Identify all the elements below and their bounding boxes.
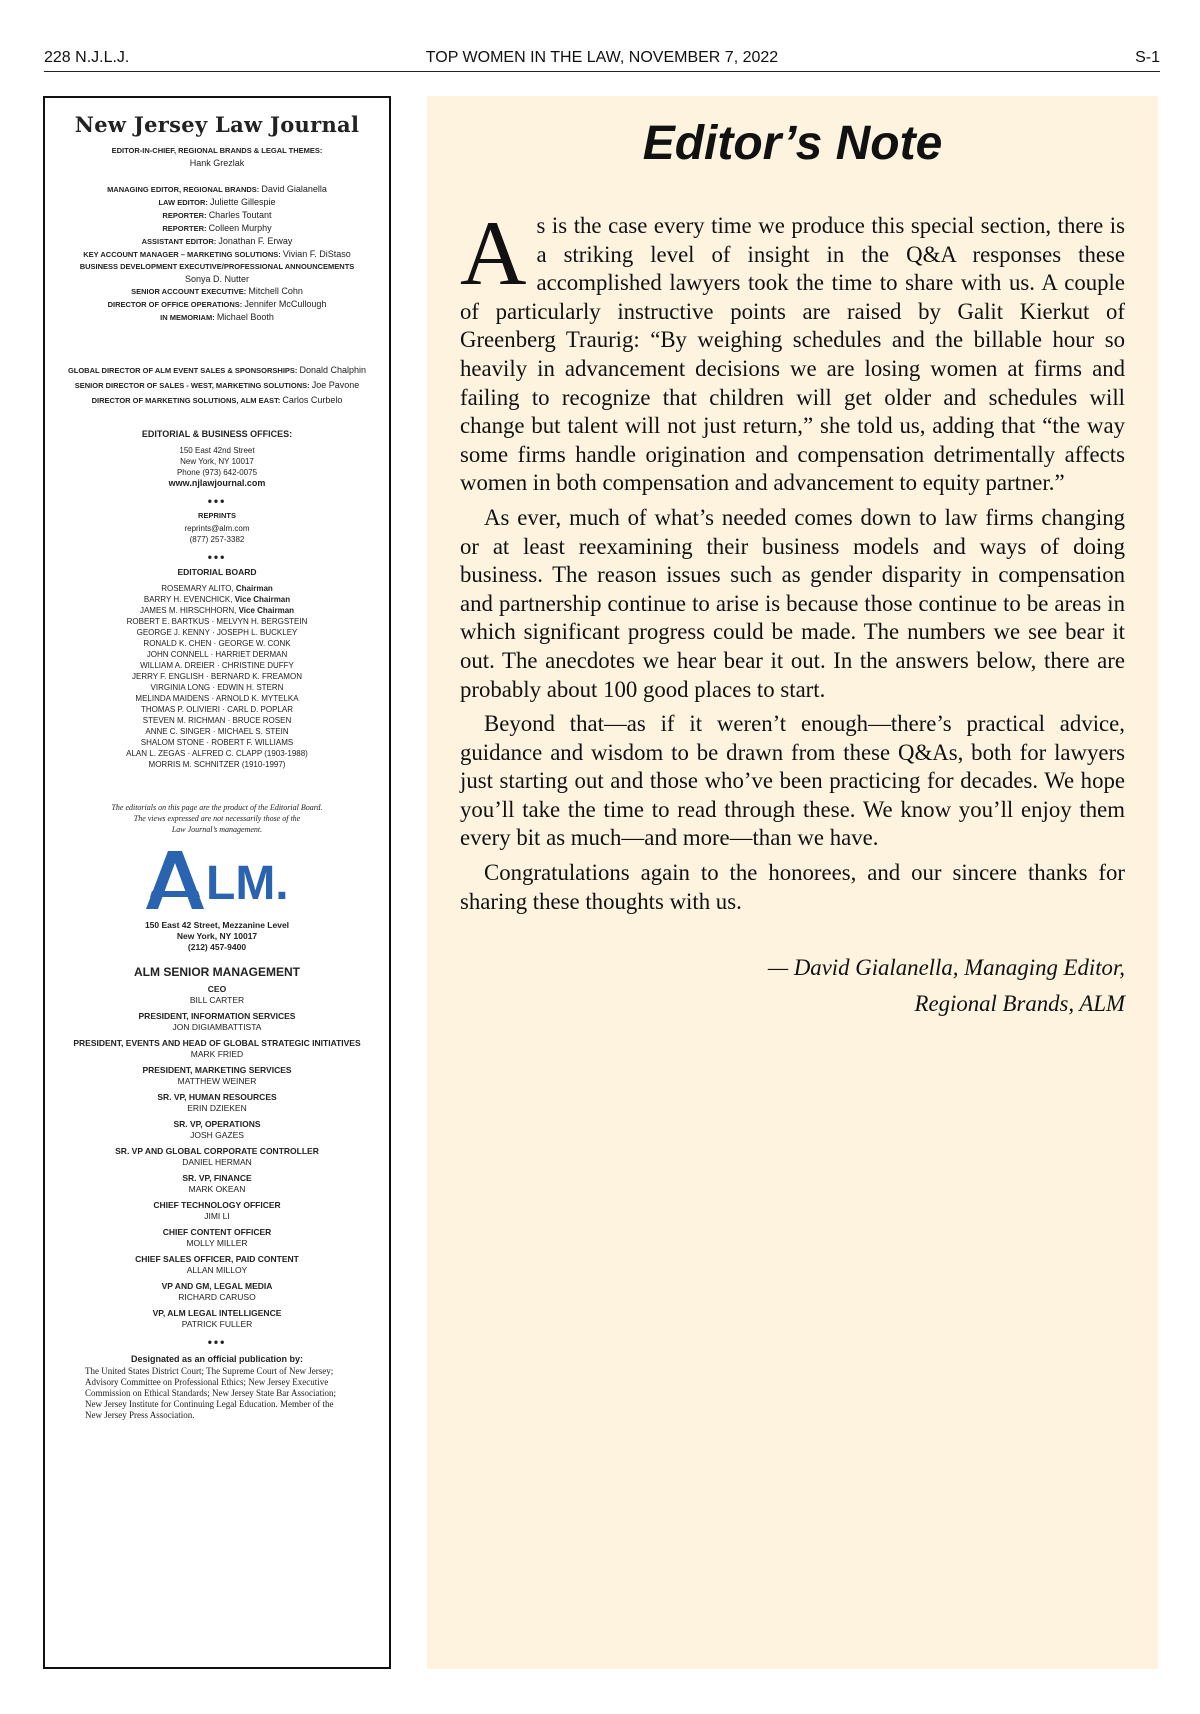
editorial-note-line: The editorials on this page are the product of the Editorial Board. [111, 803, 323, 812]
management-name: MOLLY MILLER [186, 1238, 248, 1248]
management-name: PATRICK FULLER [181, 1319, 253, 1329]
management-name: ERIN DZIEKEN [187, 1103, 247, 1113]
staff-entry [45, 222, 389, 235]
management-role: CHIEF SALES OFFICER, PAID CONTENT [135, 1254, 299, 1264]
staff-role: MANAGING EDITOR, REGIONAL BRANDS: [107, 185, 262, 194]
office-line: Phone (973) 642-0075 [176, 468, 258, 477]
editors-note-panel [427, 96, 1158, 1669]
management-entry [45, 1227, 389, 1249]
staff-entry [45, 209, 389, 222]
staff-entry [45, 145, 389, 169]
staff-name: Colleen Murphy [208, 223, 272, 233]
board-heading: EDITORIAL BOARD [177, 567, 257, 577]
board-member-line: SHALOM STONE · ROBERT F. WILLIAMS [140, 738, 294, 747]
board-member-line: RONALD K. CHEN · GEORGE W. CONK [143, 639, 291, 648]
website-link[interactable]: www.njlawjournal.com [168, 478, 266, 488]
signature [460, 950, 1125, 1022]
management-entry [45, 1254, 389, 1276]
management-name: MARK OKEAN [188, 1184, 246, 1194]
editorial-note-line: The views expressed are not necessarily those of the [133, 814, 301, 823]
reprints-heading: REPRINTS [198, 511, 236, 520]
board-member-line: WILLIAM A. DREIER · CHRISTINE DUFFY [140, 661, 294, 670]
staff-role: BUSINESS DEVELOPMENT EXECUTIVE/PROFESSIONAL ANNOUNCEMENTS [79, 262, 355, 271]
management-role: SR. VP AND GLOBAL CORPORATE CONTROLLER [115, 1146, 319, 1156]
sales-entry [45, 364, 389, 377]
reprints-info [45, 523, 389, 545]
management-name: DANIEL HERMAN [182, 1157, 252, 1167]
office-line: 150 East 42nd Street [179, 446, 255, 455]
offices-address [45, 445, 389, 478]
sales-name: Donald Chalphin [299, 365, 367, 375]
sales-name: Carlos Curbelo [282, 395, 343, 405]
sales-name: Joe Pavone [311, 380, 360, 390]
drop-cap: A [460, 202, 527, 304]
masthead [43, 96, 391, 1669]
staff-entry [45, 183, 389, 196]
board-member-line: ANNE C. SINGER · MICHAEL S. STEIN [145, 727, 289, 736]
sales-role: DIRECTOR OF MARKETING SOLUTIONS, ALM EAST: [91, 396, 283, 405]
staff-name: Sonya D. Nutter [184, 274, 250, 284]
staff-role: REPORTER: [162, 224, 209, 233]
staff-name: Jennifer McCullough [244, 299, 327, 309]
board-officer-name: ROSEMARY ALITO, [161, 584, 236, 593]
management-name: MATTHEW WEINER [177, 1076, 257, 1086]
paragraph-4: Congratulations again to the honorees, and our sincere thanks for sharing these thoughts with us. [460, 860, 1125, 914]
management-role: PRESIDENT, EVENTS AND HEAD OF GLOBAL STRATEGIC INITIATIVES [73, 1038, 361, 1048]
sales-role: GLOBAL DIRECTOR OF ALM EVENT SALES & SPONSORSHIPS: [67, 366, 300, 375]
board-member-line: VIRGINIA LONG · EDWIN H. STERN [150, 683, 284, 692]
board-officer-title: Vice Chairman [234, 595, 291, 604]
paragraph-2: As ever, much of what’s needed comes down to law firms changing or at least reexamining their business models and ways of doing business. The reason issues such as gender disparity in compensation and partnership continue to arise is because those continue to be areas in which significant progress could be made. The numbers we see bear it out. The anecdotes we hear bear it out. In the answers below, there are probably about 100 good places to start. [460, 504, 1125, 702]
staff-role: LAW EDITOR: [158, 198, 210, 207]
office-line: New York, NY 10017 [180, 457, 254, 466]
management-role: SR. VP, FINANCE [182, 1173, 252, 1183]
management-name: ALLAN MILLOY [186, 1265, 248, 1275]
staff-name: Jonathan F. Erway [218, 236, 293, 246]
sales-role: SENIOR DIRECTOR OF SALES - WEST, MARKETING SOLUTIONS: [74, 381, 312, 390]
staff-entry [45, 261, 389, 285]
management-entry [45, 1308, 389, 1330]
divider-dots: ••• [207, 550, 227, 564]
board-officer [45, 605, 389, 616]
management-role: VP AND GM, LEGAL MEDIA [161, 1281, 273, 1291]
board-member-line: GEORGE J. KENNY · JOSEPH L. BUCKLEY [136, 628, 298, 637]
management-entry [45, 1281, 389, 1303]
board-member-line: STEVEN M. RICHMAN · BRUCE ROSEN [142, 716, 292, 725]
staff-entry [45, 248, 389, 261]
board-member-line: ROBERT E. BARTKUS · MELVYN H. BERGSTEIN [126, 617, 308, 626]
management-heading: ALM SENIOR MANAGEMENT [134, 965, 300, 979]
offices-heading: EDITORIAL & BUSINESS OFFICES: [141, 429, 293, 439]
reprint-line: (877) 257-3382 [189, 535, 245, 544]
management-role: SR. VP, HUMAN RESOURCES [157, 1092, 277, 1102]
signature-line-1: — David Gialanella, Managing Editor, [767, 955, 1125, 981]
management-list [45, 984, 389, 1330]
staff-role: SENIOR ACCOUNT EXECUTIVE: [131, 287, 249, 296]
management-entry [45, 1065, 389, 1087]
management-name: JOSH GAZES [190, 1130, 244, 1140]
editorial-note [45, 802, 389, 835]
alm-logo [142, 843, 292, 913]
management-role: VP, ALM LEGAL INTELLIGENCE [152, 1308, 282, 1318]
staff-role: ASSISTANT EDITOR: [141, 237, 219, 246]
staff-role: IN MEMORIAM: [160, 313, 217, 322]
board-member-line: THOMAS P. OLIVIERI · CARL D. POPLAR [140, 705, 294, 714]
sales-entry [45, 394, 389, 407]
section-page: S-1 [1135, 49, 1160, 66]
divider-dots: ••• [207, 494, 227, 508]
management-name: RICHARD CARUSO [178, 1292, 256, 1302]
staff-name: Michael Booth [216, 312, 274, 322]
board-officer-name: BARRY H. EVENCHICK, [143, 595, 235, 604]
staff-name: David Gialanella [261, 184, 327, 194]
masthead-title: New Jersey Law Journal [74, 112, 360, 137]
page-header [44, 47, 1160, 72]
board-officer-title: Chairman [235, 584, 273, 593]
board-member-line: ALAN L. ZEGAS · ALFRED C. CLAPP (1903-1988) [126, 749, 308, 758]
staff-entry [45, 235, 389, 248]
management-entry [45, 1011, 389, 1033]
board-member-line: MORRIS M. SCHNITZER (1910-1997) [148, 760, 286, 769]
staff-role: DIRECTOR OF OFFICE OPERATIONS: [107, 300, 245, 309]
management-entry [45, 1146, 389, 1168]
alm-address-line: (212) 457-9400 [187, 942, 247, 952]
board-officer [45, 594, 389, 605]
management-role: CHIEF TECHNOLOGY OFFICER [153, 1200, 281, 1210]
page-number: 228 N.J.L.J. [44, 49, 130, 66]
management-entry [45, 1038, 389, 1060]
paragraph-3: Beyond that—as if it weren’t enough—there’s practical advice, guidance and wisdom to be drawn from these Q&As, both for lawyers just starting out and those who’ve been practicing for decades. We hope you’ll take the time to read through these. We know you’ll enjoy them every bit as much—and more—than we have. [460, 711, 1125, 851]
editorial-note-line: Law Journal’s management. [171, 825, 263, 834]
management-entry [45, 1173, 389, 1195]
paragraph-1-text: s is the case every time we produce this special section, there is a striking level of insight in the Q&A responses these accomplished lawyers took the time to share with us. A couple of particularly instructive points are raised by Galit Kierkut of Greenberg Traurig: “By weighing schedules and the billable hour so heavily in advancement decisions we are losing women at firms and failing to recognize that children will get older and schedules will change but talent will not just return,” she told us, adding that “the way some firms handle origination and compensation detrimentally affects women in both compensation and advancement to equity partner.” [460, 213, 1125, 496]
management-role: PRESIDENT, MARKETING SERVICES [142, 1065, 292, 1075]
editors-note-body [460, 202, 1125, 1022]
board-member-line: MELINDA MAIDENS · ARNOLD K. MYTELKA [135, 694, 299, 703]
management-entry [45, 1092, 389, 1114]
section-title: TOP WOMEN IN THE LAW, NOVEMBER 7, 2022 [425, 49, 779, 66]
editorial-board [45, 583, 389, 770]
board-officer [45, 583, 389, 594]
management-name: MARK FRIED [190, 1049, 244, 1059]
alm-address-line: 150 East 42 Street, Mezzanine Level [144, 920, 290, 930]
staff-name: Vivian F. DiStaso [282, 249, 351, 259]
management-entry [45, 984, 389, 1006]
staff-name: Juliette Gillespie [210, 197, 276, 207]
management-entry [45, 1119, 389, 1141]
management-name: JON DIGIAMBATTISTA [172, 1022, 262, 1032]
staff-name: Charles Toutant [208, 210, 272, 220]
management-role: SR. VP, OPERATIONS [173, 1119, 261, 1129]
management-name: BILL CARTER [189, 995, 245, 1005]
staff-entry [45, 285, 389, 298]
designated-heading: Designated as an official publication by: [130, 1354, 304, 1364]
staff-role: EDITOR-IN-CHIEF, REGIONAL BRANDS & LEGAL THEMES: [111, 146, 323, 155]
board-member-line: JOHN CONNELL · HARRIET DERMAN [146, 650, 288, 659]
staff-entry [45, 311, 389, 324]
sales-entry [45, 379, 389, 392]
staff-name: Mitchell Cohn [248, 286, 303, 296]
designated-text: The United States District Court; The Supreme Court of New Jersey; Advisory Committee on Professional Ethics; New Jersey Executive Commission on Ethical Standards; New Jersey State Bar Association; New Jersey Institute for Continuing Legal Education. Member of the New Jersey Press Association. [85, 1366, 336, 1420]
staff-role: REPORTER: [162, 211, 209, 220]
staff-entry [45, 298, 389, 311]
board-member-line: JERRY F. ENGLISH · BERNARD K. FREAMON [132, 672, 302, 681]
signature-line-2: Regional Brands, ALM [914, 991, 1125, 1017]
board-officer-name: JAMES M. HIRSCHHORN, [139, 606, 239, 615]
management-role: CHIEF CONTENT OFFICER [162, 1227, 272, 1237]
svg-text:LM.: LM. [206, 857, 289, 910]
alm-address [45, 920, 389, 953]
staff-name: Hank Grezlak [189, 158, 245, 168]
editors-note-title: Editor’s Note [642, 117, 943, 170]
paragraph-1 [460, 202, 1125, 498]
divider-dots: ••• [207, 1335, 227, 1349]
alm-address-line: New York, NY 10017 [176, 931, 258, 941]
management-entry [45, 1200, 389, 1222]
reprint-line: reprints@alm.com [184, 524, 250, 533]
staff-list [45, 145, 389, 324]
staff-role: KEY ACCOUNT MANAGER – MARKETING SOLUTIONS: [83, 250, 283, 259]
staff-entry [45, 196, 389, 209]
management-role: CEO [207, 984, 227, 994]
management-name: JIMI LI [204, 1211, 230, 1221]
sales-list [45, 364, 389, 407]
board-officer-title: Vice Chairman [238, 606, 295, 615]
management-role: PRESIDENT, INFORMATION SERVICES [138, 1011, 296, 1021]
